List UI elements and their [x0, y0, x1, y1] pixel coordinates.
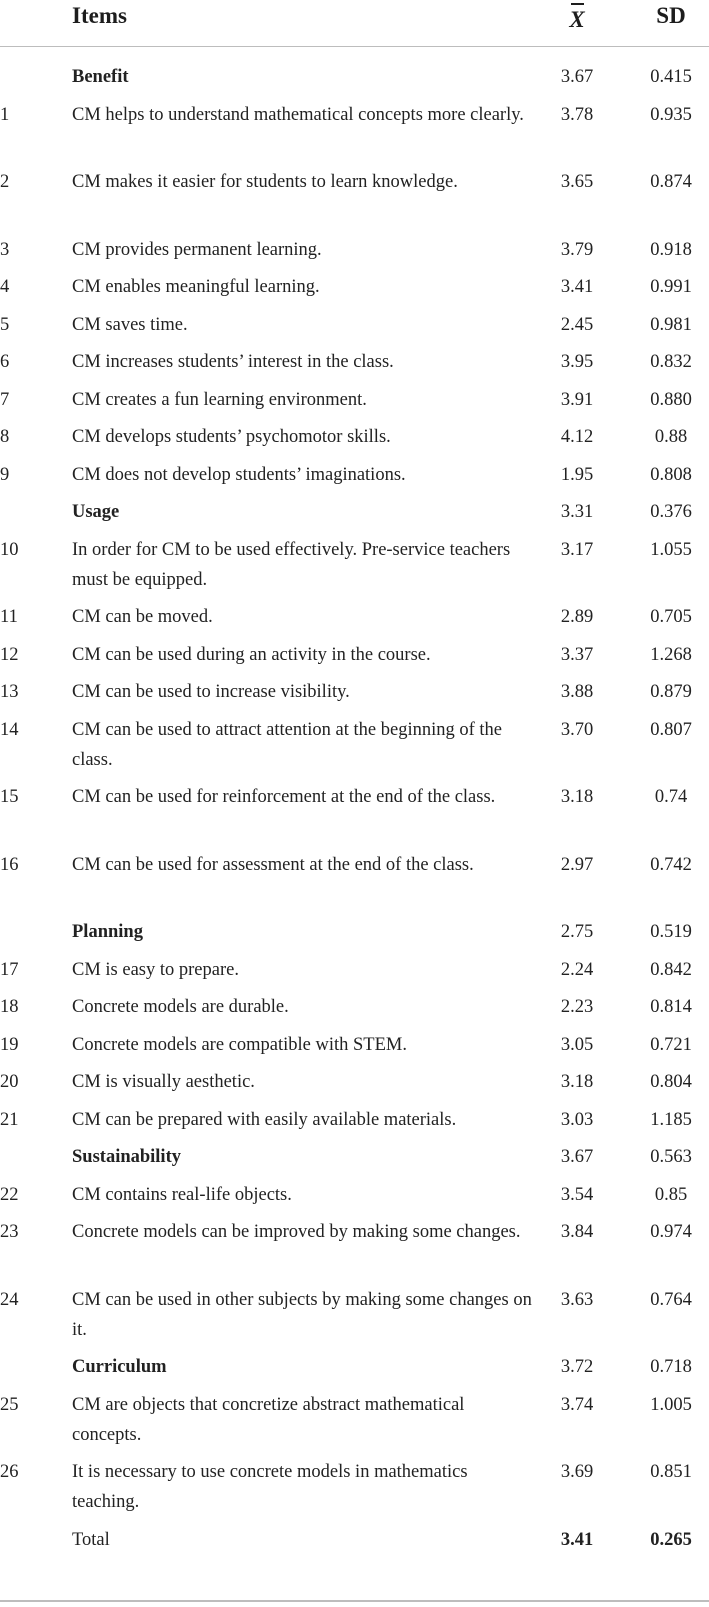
table-row: [0, 779, 709, 847]
item-text: CM helps to understand mathematical concepts more clearly.: [72, 104, 524, 125]
table-row: [0, 344, 709, 382]
item-number: 24: [0, 1289, 19, 1310]
table-row: [0, 847, 709, 915]
item-number: 14: [0, 719, 19, 740]
mean-column-header: [548, 1, 606, 35]
item-sd: 0.804: [650, 1072, 692, 1092]
item-mean: 3.74: [560, 1394, 594, 1415]
table-row: [0, 232, 709, 270]
group-name: Benefit: [72, 67, 129, 87]
item-sd: 1.005: [650, 1394, 692, 1415]
item-text: CM contains real-life objects.: [72, 1184, 292, 1205]
item-sd: 0.742: [650, 854, 692, 875]
group-mean: 3.67: [560, 1147, 594, 1167]
item-number: 13: [0, 682, 19, 702]
item-sd: 0.88: [654, 427, 688, 447]
group-sd: 0.519: [650, 922, 692, 942]
item-text: In order for CM to be used effectively. Pre-service teachers must be equipped.: [72, 539, 511, 590]
item-text: CM creates a fun learning environment.: [72, 389, 367, 410]
item-sd: 0.981: [650, 314, 692, 335]
table-row: [0, 269, 709, 307]
item-mean: 3.84: [560, 1222, 594, 1242]
item-number: 6: [0, 352, 10, 372]
item-mean: 3.05: [560, 1034, 594, 1055]
group-mean: 3.67: [560, 67, 594, 87]
item-mean: 3.17: [560, 539, 594, 560]
item-sd: 0.832: [650, 352, 692, 372]
item-number: 22: [0, 1184, 19, 1205]
item-number: 8: [0, 427, 10, 447]
item-sd: 0.974: [650, 1222, 692, 1242]
items-column-header: Items: [72, 3, 127, 28]
table-row: [0, 1387, 709, 1455]
item-text: CM develops students’ psychomotor skills.: [72, 427, 391, 447]
group-name: Usage: [72, 502, 120, 522]
item-text: CM provides permanent learning.: [72, 239, 322, 260]
item-number: 12: [0, 644, 19, 665]
item-number: 19: [0, 1034, 19, 1055]
item-number: 16: [0, 854, 19, 875]
table-row: [0, 674, 709, 712]
sd-column-header: SD: [656, 3, 686, 28]
table-row: [0, 307, 709, 345]
table-body: [0, 59, 709, 1522]
table-row: [0, 1214, 709, 1282]
table-row: [0, 1282, 709, 1350]
table-row: [0, 164, 709, 232]
mean-symbol: X: [569, 1, 584, 35]
table-row: [0, 599, 709, 637]
item-text: CM is easy to prepare.: [72, 959, 239, 980]
item-sd: 0.935: [650, 104, 692, 125]
item-number: 21: [0, 1109, 19, 1130]
item-number: 11: [0, 607, 18, 627]
table-row: [0, 712, 709, 780]
item-text: CM enables meaningful learning.: [72, 277, 320, 297]
table-row: [0, 637, 709, 675]
item-sd: 1.185: [650, 1109, 692, 1130]
item-sd: 0.879: [650, 682, 692, 702]
item-sd: 0.880: [650, 389, 692, 410]
total-mean: 3.41: [560, 1529, 594, 1550]
item-number: 20: [0, 1072, 19, 1092]
table-row: [0, 457, 709, 495]
item-mean: 3.91: [560, 389, 594, 410]
item-sd: 0.85: [654, 1184, 688, 1205]
item-text: Concrete models are compatible with STEM.: [72, 1034, 407, 1055]
group-name: Planning: [72, 922, 143, 942]
item-sd: 0.74: [654, 787, 688, 807]
item-mean: 3.65: [560, 172, 594, 192]
item-number: 9: [0, 464, 10, 485]
group-row: [0, 1139, 709, 1177]
item-number: 26: [0, 1462, 19, 1482]
item-mean: 3.03: [560, 1109, 594, 1130]
item-mean: 2.23: [560, 997, 594, 1017]
table-row: [0, 1454, 709, 1522]
item-sd: 0.918: [650, 239, 692, 260]
item-number: 25: [0, 1394, 19, 1415]
item-sd: 0.807: [650, 719, 692, 740]
item-text: CM saves time.: [72, 314, 188, 335]
item-text: CM makes it easier for students to learn knowledge.: [72, 172, 458, 192]
item-number: 17: [0, 959, 19, 980]
item-number: 18: [0, 997, 19, 1017]
table-header-row: [0, 0, 709, 47]
item-text: CM are objects that concretize abstract mathematical concepts.: [72, 1394, 465, 1445]
group-row: [0, 494, 709, 532]
item-mean: 3.41: [560, 277, 594, 297]
item-text: CM can be moved.: [72, 607, 213, 627]
item-mean: 3.78: [560, 104, 594, 125]
item-sd: 1.055: [650, 539, 692, 560]
item-number: 5: [0, 314, 10, 335]
total-sd: 0.265: [650, 1529, 692, 1550]
group-mean: 2.75: [560, 922, 594, 942]
item-mean: 3.37: [560, 644, 594, 665]
item-sd: 1.268: [650, 644, 692, 665]
group-row: [0, 59, 709, 97]
group-name: Sustainability: [72, 1147, 181, 1167]
item-text: Concrete models can be improved by making some changes.: [72, 1222, 521, 1242]
item-number: 23: [0, 1222, 19, 1242]
item-text: CM can be used for reinforcement at the end of the class.: [72, 787, 496, 807]
item-number: 2: [0, 172, 10, 192]
item-mean: 3.54: [560, 1184, 594, 1205]
item-number: 15: [0, 787, 19, 807]
item-mean: 3.18: [560, 1072, 594, 1092]
item-text: CM can be prepared with easily available materials.: [72, 1109, 457, 1130]
table-row: [0, 952, 709, 990]
item-sd: 0.851: [650, 1462, 692, 1482]
total-row: [0, 1522, 709, 1559]
item-sd: 0.814: [650, 997, 692, 1017]
item-number: 4: [0, 277, 10, 297]
item-text: CM can be used for assessment at the end of the class.: [72, 854, 474, 875]
item-mean: 3.63: [560, 1289, 594, 1310]
group-row: [0, 1349, 709, 1387]
item-text: It is necessary to use concrete models in mathematics teaching.: [72, 1462, 468, 1512]
item-sd: 0.705: [650, 607, 692, 627]
item-text: CM does not develop students’ imaginations.: [72, 464, 406, 485]
item-mean: 3.95: [560, 352, 594, 372]
table-bottom-rule: [0, 1600, 709, 1602]
item-sd: 0.721: [650, 1034, 692, 1055]
table-row: [0, 1064, 709, 1102]
group-name: Curriculum: [72, 1357, 167, 1377]
table-row: [0, 1027, 709, 1065]
item-text: CM can be used during an activity in the course.: [72, 644, 431, 665]
group-mean: 3.72: [560, 1357, 594, 1377]
table-row: [0, 1177, 709, 1215]
group-sd: 0.415: [650, 67, 692, 87]
item-text: Concrete models are durable.: [72, 997, 289, 1017]
group-sd: 0.718: [650, 1357, 692, 1377]
item-mean: 4.12: [560, 427, 594, 447]
item-number: 1: [0, 104, 10, 125]
table-row: [0, 1102, 709, 1140]
item-mean: 3.69: [560, 1462, 594, 1482]
item-mean: 3.18: [560, 787, 594, 807]
item-mean: 2.24: [560, 959, 594, 980]
group-sd: 0.563: [650, 1147, 692, 1167]
item-text: CM increases students’ interest in the class.: [72, 352, 394, 372]
table-row: [0, 532, 709, 600]
item-sd: 0.874: [650, 172, 692, 192]
item-sd: 0.764: [650, 1289, 692, 1310]
item-mean: 2.97: [560, 854, 594, 875]
item-mean: 2.89: [560, 607, 594, 627]
group-row: [0, 914, 709, 952]
item-mean: 3.70: [560, 719, 594, 740]
table-row: [0, 989, 709, 1027]
item-number: 10: [0, 539, 19, 560]
item-text: CM can be used in other subjects by making some changes on it.: [72, 1289, 532, 1340]
item-text: CM can be used to attract attention at the beginning of the class.: [72, 719, 502, 770]
item-sd: 0.991: [650, 277, 692, 297]
item-mean: 2.45: [560, 314, 594, 335]
item-mean: 1.95: [560, 464, 594, 485]
item-number: 7: [0, 389, 10, 410]
table-row: [0, 97, 709, 165]
total-label: Total: [72, 1529, 110, 1550]
item-sd: 0.808: [650, 464, 692, 485]
item-text: CM can be used to increase visibility.: [72, 682, 350, 702]
table-row: [0, 419, 709, 457]
item-mean: 3.79: [560, 239, 594, 260]
group-mean: 3.31: [560, 502, 594, 522]
item-sd: 0.842: [650, 959, 692, 980]
item-number: 3: [0, 239, 10, 260]
item-text: CM is visually aesthetic.: [72, 1072, 255, 1092]
table-row: [0, 382, 709, 420]
item-mean: 3.88: [560, 682, 594, 702]
group-sd: 0.376: [650, 502, 692, 522]
